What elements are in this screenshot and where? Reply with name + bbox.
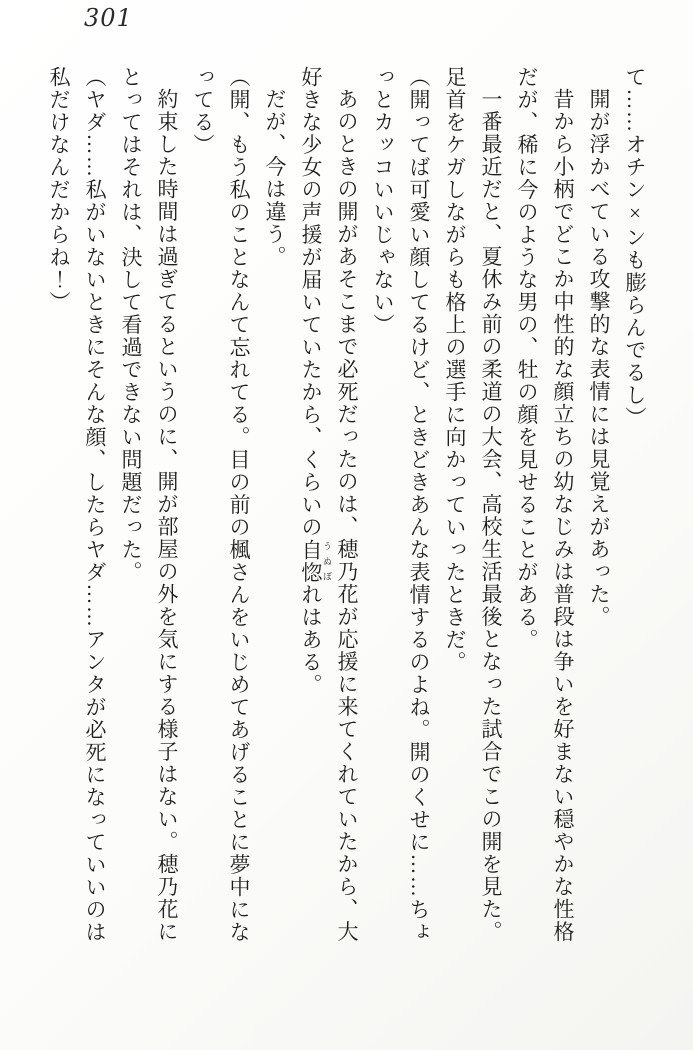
paragraph: （開、もう私のことなんて忘れてる。目の前の楓さんをいじめてあげることに夢中になってる） <box>191 66 251 944</box>
paragraph: （ヤダ……私がいないときにそんな顔、したらヤダ……アンタが必死になっていいのは私だけなんだからね！） <box>47 66 107 944</box>
ruby-annotated-word: 自惚 うぬぼ <box>299 538 332 584</box>
paragraph: 約束した時間は過ぎてるというのに、開が部屋の外を気にする様子はない。穂乃花にとってはそれは、決して看過できない問題だった。 <box>119 66 179 943</box>
page-number: 301 <box>84 4 133 32</box>
paragraph: 昔から小柄でどこか中性的な顔立ちの幼なじみは普段は争いを好まない穏やかな性格だが、稀に今のような男の、牡の顔を見せることがある。 <box>515 66 575 943</box>
paragraph: あのときの開があそこまで必死だったのは、穂乃花が応援に来てくれていたから、大好きな少女の声援が届いていたから、くらいの自惚 うぬぼれはある。 <box>299 66 359 943</box>
paragraph: だが、今は違う。 <box>263 88 287 268</box>
paragraph: て……オチン×ンも膨らんでるし） <box>623 66 647 429</box>
body-text <box>37 66 653 956</box>
paragraph: 開が浮かべている攻撃的な表情には見覚えがあった。 <box>587 88 611 628</box>
paragraph: 一番最近だと、夏休み前の柔道の大会、高校生活最後となった試合でこの開を見た。足首をケガしながらも格上の選手に向かっていったときだ。 <box>443 66 503 943</box>
paragraph: （開ってば可愛い顔してるけど、ときどきあんな表情するのよね。開のくせに……ちょっとカッコいいじゃない） <box>371 66 431 944</box>
